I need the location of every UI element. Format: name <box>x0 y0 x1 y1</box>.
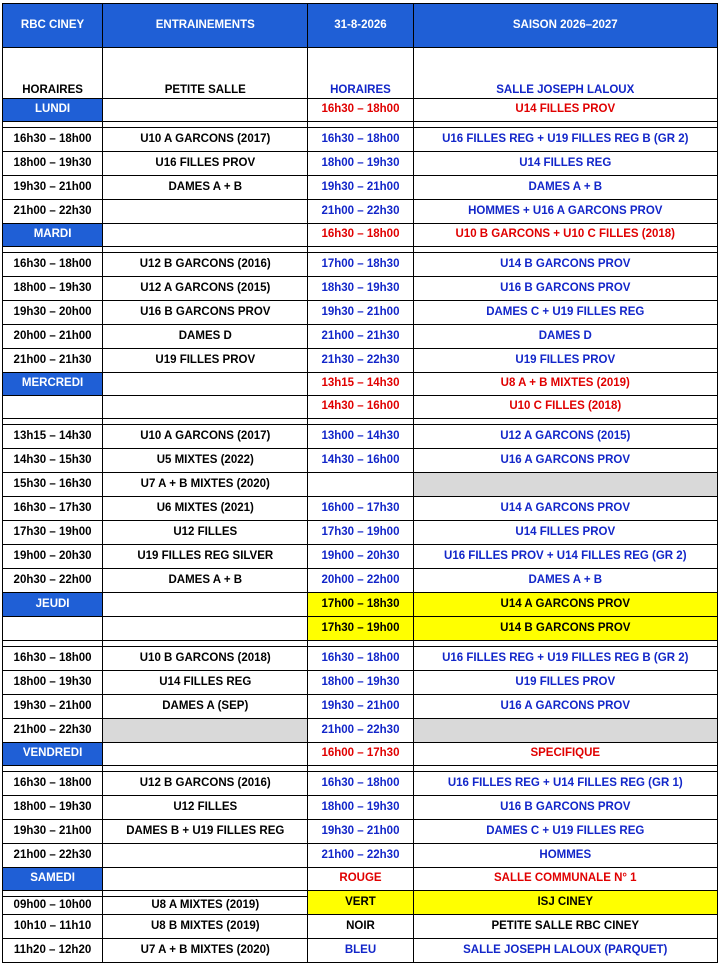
salle-group: SPECIFIQUE <box>413 743 717 766</box>
schedule-row <box>3 449 718 473</box>
day-top-row <box>3 743 718 766</box>
petite-salle-time: 09h00 – 10h00 <box>3 897 103 915</box>
salle-time: 19h30 – 21h00 <box>308 301 413 325</box>
petite-salle-time: 16h30 – 18h00 <box>3 772 103 796</box>
petite-salle-time: 18h00 – 19h30 <box>3 277 103 301</box>
schedule-row <box>3 796 718 820</box>
horaires-left-header: HORAIRES <box>3 48 103 99</box>
petite-salle-time: 21h00 – 22h30 <box>3 719 103 743</box>
salle-time: 19h30 – 21h00 <box>308 176 413 200</box>
petite-salle-group: U6 MIXTES (2021) <box>103 497 308 521</box>
schedule-row <box>3 671 718 695</box>
petite-salle-time: 19h30 – 21h00 <box>3 820 103 844</box>
salle-group: U19 FILLES PROV <box>413 349 717 373</box>
schedule-date: 31-8-2026 <box>308 4 413 48</box>
petite-salle-time: 17h30 – 19h00 <box>3 521 103 545</box>
legend-color: ROUGE <box>308 868 413 891</box>
salle-group: U14 FILLES PROV <box>413 521 717 545</box>
schedule-row <box>3 772 718 796</box>
petite-salle-time: 21h00 – 21h30 <box>3 349 103 373</box>
petite-salle-time: 14h30 – 15h30 <box>3 449 103 473</box>
empty-cell <box>103 224 308 247</box>
column-header-row <box>3 48 718 99</box>
day-label: MERCREDI <box>3 373 103 396</box>
petite-salle-group: U12 FILLES <box>103 521 308 545</box>
club-name: RBC CINEY <box>3 4 103 48</box>
salle-time: 21h00 – 22h30 <box>308 200 413 224</box>
petite-salle-time: 20h00 – 21h00 <box>3 325 103 349</box>
schedule-row <box>3 425 718 449</box>
salle-laloux-header: SALLE JOSEPH LALOUX <box>413 48 717 99</box>
salle-group: U10 B GARCONS + U10 C FILLES (2018) <box>413 224 717 247</box>
petite-salle-group <box>103 844 308 868</box>
schedule-row <box>3 569 718 593</box>
salle-group: DAMES A + B <box>413 176 717 200</box>
petite-salle-group: U12 FILLES <box>103 796 308 820</box>
salle-time: 14h30 – 16h00 <box>308 449 413 473</box>
salle-time: 21h00 – 22h30 <box>308 719 413 743</box>
petite-salle-group: DAMES A + B <box>103 176 308 200</box>
empty-cell <box>103 373 308 396</box>
petite-salle-time: 16h30 – 18h00 <box>3 128 103 152</box>
salle-time: 16h30 – 18h00 <box>308 772 413 796</box>
petite-salle-group: U7 A + B MIXTES (2020) <box>103 473 308 497</box>
empty-cell <box>3 617 103 641</box>
petite-salle-group <box>103 200 308 224</box>
salle-group: U8 A + B MIXTES (2019) <box>413 373 717 396</box>
petite-salle-group: U10 A GARCONS (2017) <box>103 425 308 449</box>
salle-time: 13h00 – 14h30 <box>308 425 413 449</box>
salle-time: 17h00 – 18h30 <box>308 253 413 277</box>
petite-salle-time: 16h30 – 18h00 <box>3 647 103 671</box>
petite-salle-time: 19h00 – 20h30 <box>3 545 103 569</box>
salle-time: 16h30 – 18h00 <box>308 224 413 247</box>
day-label: LUNDI <box>3 99 103 122</box>
salle-time: 14h30 – 16h00 <box>308 396 413 419</box>
petite-salle-group: U10 B GARCONS (2018) <box>103 647 308 671</box>
schedule-row <box>3 253 718 277</box>
salle-time: 21h00 – 22h30 <box>308 844 413 868</box>
empty-cell <box>103 396 308 419</box>
salle-time: 16h00 – 17h30 <box>308 743 413 766</box>
petite-salle-group: DAMES D <box>103 325 308 349</box>
salle-time: 19h30 – 21h00 <box>308 695 413 719</box>
petite-salle-time: 16h30 – 18h00 <box>3 253 103 277</box>
day-label: JEUDI <box>3 593 103 617</box>
legend-venue: PETITE SALLE RBC CINEY <box>413 915 717 939</box>
petite-salle-group <box>103 719 308 743</box>
schedule-row <box>3 695 718 719</box>
salle-time: 13h15 – 14h30 <box>308 373 413 396</box>
empty-cell <box>103 743 308 766</box>
schedule-row <box>3 844 718 868</box>
salle-group: U16 B GARCONS PROV <box>413 796 717 820</box>
legend-venue: SALLE COMMUNALE N° 1 <box>413 868 717 891</box>
schedule-row <box>3 915 718 939</box>
day-top-row <box>3 396 718 419</box>
schedule-row <box>3 473 718 497</box>
petite-salle-time: 19h30 – 21h00 <box>3 695 103 719</box>
petite-salle-group: U12 A GARCONS (2015) <box>103 277 308 301</box>
petite-salle-time: 19h30 – 20h00 <box>3 301 103 325</box>
petite-salle-group: DAMES B + U19 FILLES REG <box>103 820 308 844</box>
schedule-row <box>3 349 718 373</box>
salle-group: DAMES D <box>413 325 717 349</box>
day-top-row <box>3 868 718 891</box>
salle-time: 17h00 – 18h30 <box>308 593 413 617</box>
empty-cell <box>103 99 308 122</box>
salle-group: U14 B GARCONS PROV <box>413 253 717 277</box>
day-top-row <box>3 99 718 122</box>
salle-time: 17h30 – 19h00 <box>308 617 413 641</box>
petite-salle-time: 21h00 – 22h30 <box>3 844 103 868</box>
legend-color: BLEU <box>308 939 413 963</box>
legend-color: NOIR <box>308 915 413 939</box>
salle-group: U16 FILLES PROV + U14 FILLES REG (GR 2) <box>413 545 717 569</box>
petite-salle-time: 10h10 – 11h10 <box>3 915 103 939</box>
salle-time: 16h30 – 18h00 <box>308 128 413 152</box>
petite-salle-group: U16 FILLES PROV <box>103 152 308 176</box>
salle-time: 16h30 – 18h00 <box>308 647 413 671</box>
salle-group: DAMES A + B <box>413 569 717 593</box>
salle-group: U14 FILLES PROV <box>413 99 717 122</box>
salle-group: U16 FILLES REG + U14 FILLES REG (GR 1) <box>413 772 717 796</box>
empty-cell <box>103 868 308 891</box>
day-top-row <box>3 617 718 641</box>
salle-time: 16h30 – 18h00 <box>308 99 413 122</box>
salle-group: U14 A GARCONS PROV <box>413 593 717 617</box>
day-top-row <box>3 593 718 617</box>
petite-salle-group: U8 B MIXTES (2019) <box>103 915 308 939</box>
salle-time: 18h00 – 19h30 <box>308 152 413 176</box>
salle-group: U16 B GARCONS PROV <box>413 277 717 301</box>
petite-salle-time: 16h30 – 17h30 <box>3 497 103 521</box>
schedule-row <box>3 521 718 545</box>
day-label: MARDI <box>3 224 103 247</box>
schedule-row <box>3 647 718 671</box>
salle-time: 19h00 – 20h30 <box>308 545 413 569</box>
schedule-row <box>3 497 718 521</box>
petite-salle-group: U12 B GARCONS (2016) <box>103 772 308 796</box>
petite-salle-group: DAMES A (SEP) <box>103 695 308 719</box>
salle-group <box>413 473 717 497</box>
day-label: SAMEDI <box>3 868 103 891</box>
schedule-row <box>3 820 718 844</box>
empty-cell <box>3 396 103 419</box>
legend-venue: ISJ CINEY <box>413 891 717 915</box>
salle-group: DAMES C + U19 FILLES REG <box>413 301 717 325</box>
salle-time: 20h00 – 22h00 <box>308 569 413 593</box>
petite-salle-time: 13h15 – 14h30 <box>3 425 103 449</box>
salle-time: 18h00 – 19h30 <box>308 796 413 820</box>
salle-time: 16h00 – 17h30 <box>308 497 413 521</box>
petite-salle-group: U5 MIXTES (2022) <box>103 449 308 473</box>
salle-group: U10 C FILLES (2018) <box>413 396 717 419</box>
schedule-row <box>3 325 718 349</box>
salle-time: 18h00 – 19h30 <box>308 671 413 695</box>
salle-group: HOMMES <box>413 844 717 868</box>
schedule-row <box>3 128 718 152</box>
petite-salle-time: 20h30 – 22h00 <box>3 569 103 593</box>
legend-venue: SALLE JOSEPH LALOUX (PARQUET) <box>413 939 717 963</box>
page-title: ENTRAINEMENTS <box>103 4 308 48</box>
schedule-row <box>3 277 718 301</box>
petite-salle-time: 18h00 – 19h30 <box>3 796 103 820</box>
salle-group: U12 A GARCONS (2015) <box>413 425 717 449</box>
salle-group: HOMMES + U16 A GARCONS PROV <box>413 200 717 224</box>
petite-salle-time: 11h20 – 12h20 <box>3 939 103 963</box>
salle-group: U16 FILLES REG + U19 FILLES REG B (GR 2) <box>413 128 717 152</box>
petite-salle-group: U12 B GARCONS (2016) <box>103 253 308 277</box>
petite-salle-time: 21h00 – 22h30 <box>3 200 103 224</box>
day-top-row <box>3 373 718 396</box>
salle-group: U19 FILLES PROV <box>413 671 717 695</box>
petite-salle-time: 18h00 – 19h30 <box>3 152 103 176</box>
schedule-row <box>3 719 718 743</box>
season-label: SAISON 2026–2027 <box>413 4 717 48</box>
salle-time: 21h00 – 21h30 <box>308 325 413 349</box>
salle-group <box>413 719 717 743</box>
petite-salle-time: 15h30 – 16h30 <box>3 473 103 497</box>
schedule-row <box>3 545 718 569</box>
salle-group: DAMES C + U19 FILLES REG <box>413 820 717 844</box>
salle-time: 17h30 – 19h00 <box>308 521 413 545</box>
salle-group: U14 A GARCONS PROV <box>413 497 717 521</box>
salle-group: U16 FILLES REG + U19 FILLES REG B (GR 2) <box>413 647 717 671</box>
empty-cell <box>103 617 308 641</box>
legend-color: VERT <box>308 891 413 915</box>
salle-time: 21h30 – 22h30 <box>308 349 413 373</box>
salle-group: U14 FILLES REG <box>413 152 717 176</box>
petite-salle-group: U16 B GARCONS PROV <box>103 301 308 325</box>
petite-salle-time: 18h00 – 19h30 <box>3 671 103 695</box>
title-row <box>3 4 718 48</box>
petite-salle-group: U10 A GARCONS (2017) <box>103 128 308 152</box>
salle-group: U16 A GARCONS PROV <box>413 449 717 473</box>
salle-group: U14 B GARCONS PROV <box>413 617 717 641</box>
salle-time <box>308 473 413 497</box>
petite-salle-group: U14 FILLES REG <box>103 671 308 695</box>
day-label: VENDREDI <box>3 743 103 766</box>
schedule-row <box>3 200 718 224</box>
schedule-row <box>3 152 718 176</box>
schedule-row <box>3 939 718 963</box>
petite-salle-header: PETITE SALLE <box>103 48 308 99</box>
day-top-row <box>3 224 718 247</box>
schedule-row <box>3 176 718 200</box>
horaires-right-header: HORAIRES <box>308 48 413 99</box>
petite-salle-group: U8 A MIXTES (2019) <box>103 897 308 915</box>
petite-salle-group: U19 FILLES REG SILVER <box>103 545 308 569</box>
salle-time: 18h30 – 19h30 <box>308 277 413 301</box>
salle-time: 19h30 – 21h00 <box>308 820 413 844</box>
schedule-row <box>3 301 718 325</box>
salle-group: U16 A GARCONS PROV <box>413 695 717 719</box>
petite-salle-group: U19 FILLES PROV <box>103 349 308 373</box>
empty-cell <box>103 593 308 617</box>
schedule-table <box>2 3 718 963</box>
petite-salle-group: U7 A + B MIXTES (2020) <box>103 939 308 963</box>
petite-salle-time: 19h30 – 21h00 <box>3 176 103 200</box>
petite-salle-group: DAMES A + B <box>103 569 308 593</box>
